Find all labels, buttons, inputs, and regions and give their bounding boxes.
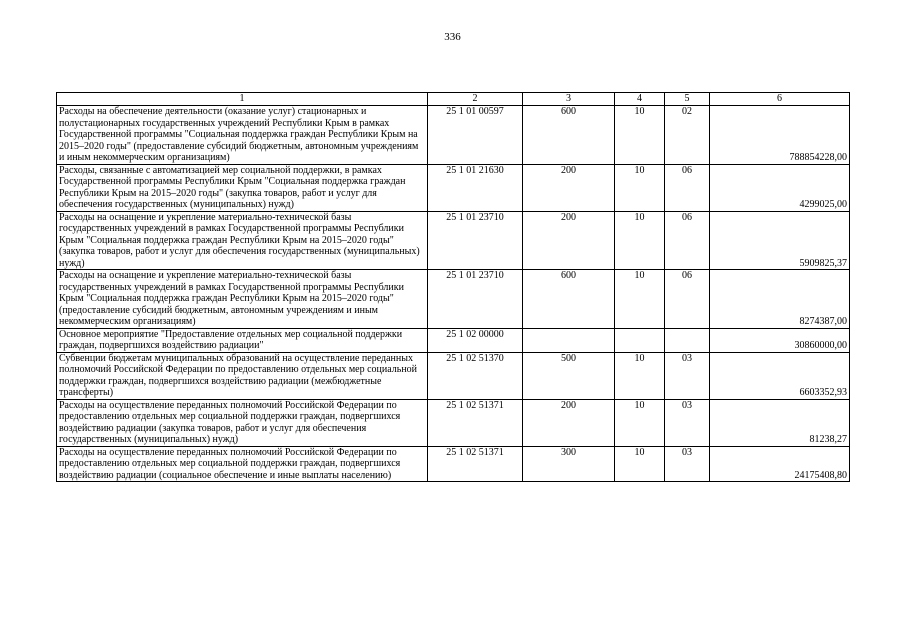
table-row [57, 328, 850, 352]
expense-type-code: 500 [523, 352, 615, 399]
target-article-code: 25 1 01 23710 [428, 211, 523, 270]
expense-description: Расходы на осуществление переданных полномочий Российской Федерации по предоставлению отдельных мер социальной поддержки граждан, подвергшихся воздействию радиации (социальное обеспечение и иные выплаты населению) [57, 446, 428, 482]
amount: 81238,27 [710, 399, 850, 446]
expense-description: Расходы, связанные с автоматизацией мер социальной поддержки, в рамках Государственной программы Республики Крым "Социальная поддержка граждан Республики Крым на 2015–2020 годы" (закупка товаров, работ и услуг для обеспечения государственных (муниципальных) нужд) [57, 164, 428, 211]
section-code: 10 [615, 446, 665, 482]
column-number-2: 2 [428, 93, 523, 106]
column-number-6: 6 [710, 93, 850, 106]
target-article-code: 25 1 01 21630 [428, 164, 523, 211]
subsection-code: 03 [665, 446, 710, 482]
expense-type-code: 600 [523, 270, 615, 329]
target-article-code: 25 1 02 51371 [428, 399, 523, 446]
expense-description: Субвенции бюджетам муниципальных образований на осуществление переданных полномочий Российской Федерации по предоставлению отдельных мер социальной поддержки граждан, подвергшихся воздействию радиации (межбюджетные трансферты) [57, 352, 428, 399]
column-number-row [57, 93, 850, 106]
amount: 4299025,00 [710, 164, 850, 211]
section-code: 10 [615, 270, 665, 329]
section-code: 10 [615, 211, 665, 270]
amount: 6603352,93 [710, 352, 850, 399]
section-code [615, 328, 665, 352]
expense-description: Основное мероприятие "Предоставление отдельных мер социальной поддержки граждан, подвергшихся воздействию радиации" [57, 328, 428, 352]
target-article-code: 25 1 02 51370 [428, 352, 523, 399]
subsection-code: 03 [665, 399, 710, 446]
target-article-code: 25 1 02 00000 [428, 328, 523, 352]
budget-table-body [57, 93, 850, 482]
expense-type-code: 200 [523, 211, 615, 270]
subsection-code: 06 [665, 270, 710, 329]
subsection-code: 03 [665, 352, 710, 399]
expense-type-code: 300 [523, 446, 615, 482]
expense-type-code: 200 [523, 164, 615, 211]
expense-description: Расходы на оснащение и укрепление материально-технической базы государственных учреждений в рамках Государственной программы Республики Крым "Социальная поддержка граждан Республики Крым на 2015–2020 годы" (предоставление субсидий бюджетным, автономным учреждениям и иным некоммерческим организациям) [57, 270, 428, 329]
table-row [57, 211, 850, 270]
amount: 8274387,00 [710, 270, 850, 329]
subsection-code [665, 328, 710, 352]
column-number-3: 3 [523, 93, 615, 106]
table-row [57, 446, 850, 482]
table-row [57, 270, 850, 329]
subsection-code: 02 [665, 106, 710, 165]
section-code: 10 [615, 399, 665, 446]
amount: 788854228,00 [710, 106, 850, 165]
page-number: 336 [444, 31, 461, 43]
target-article-code: 25 1 01 00597 [428, 106, 523, 165]
expense-type-code [523, 328, 615, 352]
amount: 5909825,37 [710, 211, 850, 270]
target-article-code: 25 1 02 51371 [428, 446, 523, 482]
expense-type-code: 200 [523, 399, 615, 446]
expense-type-code: 600 [523, 106, 615, 165]
table-row [57, 106, 850, 165]
table-row [57, 399, 850, 446]
table-row [57, 352, 850, 399]
section-code: 10 [615, 106, 665, 165]
column-number-5: 5 [665, 93, 710, 106]
amount: 24175408,80 [710, 446, 850, 482]
expense-description: Расходы на обеспечение деятельности (оказание услуг) стационарных и полустационарных государственных учреждений Республики Крым в рамках Государственной программы "Социальная поддержка граждан Республики Крым на 2015–2020 годы" (предоставление субсидий бюджетным, автономным учреждениям и иным некоммерческим организациям) [57, 106, 428, 165]
section-code: 10 [615, 352, 665, 399]
expense-description: Расходы на осуществление переданных полномочий Российской Федерации по предоставлению отдельных мер социальной поддержки граждан, подвергшихся воздействию радиации (закупка товаров, работ и услуг для обеспечения государственных (муниципальных) нужд) [57, 399, 428, 446]
amount: 30860000,00 [710, 328, 850, 352]
expense-description: Расходы на оснащение и укрепление материально-технической базы государственных учреждений в рамках Государственной программы Республики Крым "Социальная поддержка граждан Республики Крым на 2015–2020 годы" (закупка товаров, работ и услуг для обеспечения государственных (муниципальных) нужд) [57, 211, 428, 270]
column-number-4: 4 [615, 93, 665, 106]
target-article-code: 25 1 01 23710 [428, 270, 523, 329]
column-number-1: 1 [57, 93, 428, 106]
subsection-code: 06 [665, 211, 710, 270]
section-code: 10 [615, 164, 665, 211]
table-row [57, 164, 850, 211]
subsection-code: 06 [665, 164, 710, 211]
budget-table [56, 92, 850, 482]
